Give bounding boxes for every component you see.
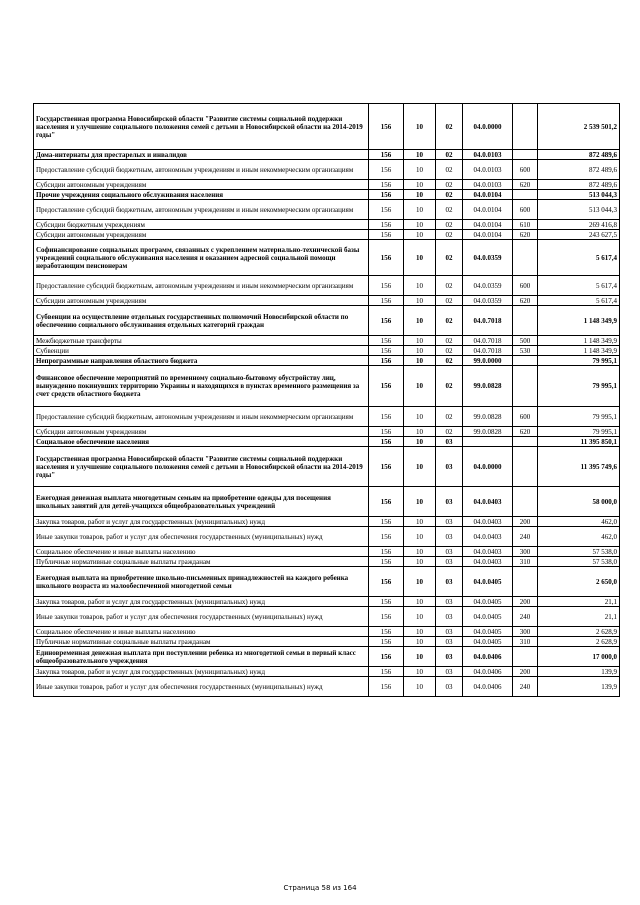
cell-adm: 156 <box>369 306 404 336</box>
budget-table-body <box>34 104 620 697</box>
cell-pr: 03 <box>436 487 463 517</box>
cell-vr: 240 <box>513 527 538 547</box>
cell-name: Ежегодная выплата на приобретение школьно-письменных принадлежностей на каждого ребенка школьного возраста из малообеспеченной многодетной семьи <box>34 567 369 597</box>
table-row <box>34 677 620 697</box>
table-row <box>34 627 620 637</box>
cell-name: Государственная программа Новосибирской области "Развитие системы социальной поддержки населения и улучшение социального положения семей с детьми в Новосибирской области на 2014-2019 годы" <box>34 447 369 487</box>
cell-pr: 03 <box>436 627 463 637</box>
cell-rz: 10 <box>404 437 436 447</box>
cell-vr: 610 <box>513 220 538 230</box>
cell-adm: 156 <box>369 487 404 517</box>
cell-sum: 11 395 850,1 <box>538 437 620 447</box>
cell-name: Дома-интернаты для престарелых и инвалидов <box>34 150 369 160</box>
cell-name: Непрограммные направления областного бюджета <box>34 356 369 366</box>
cell-csr: 04.0.0405 <box>463 627 513 637</box>
cell-adm: 156 <box>369 230 404 240</box>
cell-adm: 156 <box>369 356 404 366</box>
cell-rz: 10 <box>404 527 436 547</box>
cell-csr: 04.0.0103 <box>463 150 513 160</box>
cell-name: Межбюджетные трансферты <box>34 336 369 346</box>
table-row <box>34 366 620 407</box>
cell-pr: 03 <box>436 527 463 547</box>
cell-pr: 02 <box>436 230 463 240</box>
cell-csr: 04.0.0359 <box>463 240 513 276</box>
cell-adm: 156 <box>369 190 404 200</box>
cell-vr <box>513 190 538 200</box>
cell-rz: 10 <box>404 150 436 160</box>
cell-sum: 462,0 <box>538 527 620 547</box>
cell-adm: 156 <box>369 437 404 447</box>
cell-name: Предоставление субсидий бюджетным, автономным учреждениям и иным некоммерческим организациям <box>34 276 369 296</box>
cell-adm: 156 <box>369 557 404 567</box>
cell-vr: 200 <box>513 667 538 677</box>
cell-vr <box>513 487 538 517</box>
cell-vr: 600 <box>513 276 538 296</box>
cell-pr: 02 <box>436 306 463 336</box>
cell-vr: 600 <box>513 200 538 220</box>
table-row <box>34 150 620 160</box>
cell-name: Субвенции <box>34 346 369 356</box>
cell-name: Закупка товаров, работ и услуг для государственных (муниципальных) нужд <box>34 597 369 607</box>
cell-adm: 156 <box>369 517 404 527</box>
cell-name: Прочие учреждения социального обслуживания населения <box>34 190 369 200</box>
cell-pr: 03 <box>436 607 463 627</box>
cell-name: Иные закупки товаров, работ и услуг для обеспечения государственных (муниципальных) нужд <box>34 527 369 547</box>
cell-vr <box>513 366 538 407</box>
cell-name: Предоставление субсидий бюджетным, автономным учреждениям и иным некоммерческим организациям <box>34 200 369 220</box>
cell-csr: 04.0.0000 <box>463 104 513 150</box>
cell-sum: 11 395 749,6 <box>538 447 620 487</box>
cell-csr: 99.0.0828 <box>463 366 513 407</box>
cell-csr: 04.0.0406 <box>463 667 513 677</box>
cell-adm: 156 <box>369 647 404 667</box>
cell-name: Финансовое обеспечение мероприятий по временному социально-бытовому обустройству лиц, вынужденно покинувших территорию Украины и находящихся в пунктах временного размещения за счет средств областного бюджета <box>34 366 369 407</box>
cell-rz: 10 <box>404 567 436 597</box>
table-row <box>34 160 620 180</box>
cell-name: Субвенции на осуществление отдельных государственных полномочий Новосибирской области по обеспечению социального обслуживания отдельных категорий граждан <box>34 306 369 336</box>
cell-pr: 02 <box>436 366 463 407</box>
cell-sum: 5 617,4 <box>538 276 620 296</box>
cell-csr: 99.0.0000 <box>463 356 513 366</box>
cell-pr: 02 <box>436 240 463 276</box>
cell-pr: 03 <box>436 637 463 647</box>
cell-vr <box>513 104 538 150</box>
cell-vr <box>513 447 538 487</box>
cell-name: Социальное обеспечение и иные выплаты населению <box>34 547 369 557</box>
cell-sum: 243 627,5 <box>538 230 620 240</box>
table-row <box>34 427 620 437</box>
cell-pr: 02 <box>436 160 463 180</box>
table-row <box>34 647 620 667</box>
cell-sum: 872 489,6 <box>538 150 620 160</box>
cell-rz: 10 <box>404 557 436 567</box>
cell-rz: 10 <box>404 517 436 527</box>
cell-sum: 57 538,0 <box>538 557 620 567</box>
cell-pr: 03 <box>436 597 463 607</box>
cell-vr <box>513 240 538 276</box>
cell-name: Ежегодная денежная выплата многодетным семьям на приобретение одежды для посещения школьных занятий для детей-учащихся общеобразовательных учреждений <box>34 487 369 517</box>
cell-name: Публичные нормативные социальные выплаты гражданам <box>34 557 369 567</box>
cell-csr: 04.0.0406 <box>463 677 513 697</box>
cell-adm: 156 <box>369 346 404 356</box>
cell-adm: 156 <box>369 567 404 597</box>
cell-pr: 03 <box>436 567 463 597</box>
cell-pr: 02 <box>436 276 463 296</box>
table-row <box>34 276 620 296</box>
cell-rz: 10 <box>404 597 436 607</box>
cell-pr: 02 <box>436 356 463 366</box>
cell-rz: 10 <box>404 336 436 346</box>
cell-name: Субсидии автономным учреждениям <box>34 427 369 437</box>
table-row <box>34 230 620 240</box>
cell-sum: 2 628,9 <box>538 627 620 637</box>
cell-sum: 21,1 <box>538 597 620 607</box>
cell-name: Социальное обеспечение и иные выплаты населению <box>34 627 369 637</box>
cell-sum: 872 489,6 <box>538 160 620 180</box>
cell-csr: 04.0.7018 <box>463 346 513 356</box>
cell-vr: 240 <box>513 677 538 697</box>
cell-adm: 156 <box>369 667 404 677</box>
cell-rz: 10 <box>404 180 436 190</box>
table-row <box>34 447 620 487</box>
cell-rz: 10 <box>404 306 436 336</box>
cell-vr: 500 <box>513 336 538 346</box>
cell-csr: 04.0.0000 <box>463 447 513 487</box>
cell-rz: 10 <box>404 677 436 697</box>
cell-vr: 200 <box>513 597 538 607</box>
cell-adm: 156 <box>369 527 404 547</box>
cell-sum: 269 416,8 <box>538 220 620 230</box>
cell-sum: 79 995,1 <box>538 356 620 366</box>
cell-csr: 04.0.0104 <box>463 200 513 220</box>
page-footer: Страница 58 из 164 <box>283 884 357 892</box>
table-row <box>34 567 620 597</box>
budget-table <box>33 103 620 697</box>
cell-vr: 600 <box>513 407 538 427</box>
table-row <box>34 437 620 447</box>
cell-pr: 02 <box>436 346 463 356</box>
cell-adm: 156 <box>369 677 404 697</box>
cell-pr: 03 <box>436 647 463 667</box>
cell-name: Публичные нормативные социальные выплаты гражданам <box>34 637 369 647</box>
cell-rz: 10 <box>404 647 436 667</box>
table-row <box>34 296 620 306</box>
table-row <box>34 240 620 276</box>
cell-csr: 04.0.0405 <box>463 637 513 647</box>
cell-pr: 02 <box>436 407 463 427</box>
table-row <box>34 346 620 356</box>
table-row <box>34 180 620 190</box>
table-row <box>34 487 620 517</box>
cell-rz: 10 <box>404 366 436 407</box>
cell-csr: 04.0.7018 <box>463 336 513 346</box>
cell-vr <box>513 437 538 447</box>
cell-name: Субсидии автономным учреждениям <box>34 296 369 306</box>
cell-rz: 10 <box>404 627 436 637</box>
cell-csr: 04.0.0405 <box>463 567 513 597</box>
cell-vr <box>513 567 538 597</box>
cell-vr <box>513 150 538 160</box>
cell-adm: 156 <box>369 407 404 427</box>
table-row <box>34 104 620 150</box>
cell-rz: 10 <box>404 356 436 366</box>
cell-sum: 872 489,6 <box>538 180 620 190</box>
table-row <box>34 637 620 647</box>
cell-csr: 04.0.0104 <box>463 230 513 240</box>
cell-vr: 300 <box>513 627 538 637</box>
cell-rz: 10 <box>404 160 436 180</box>
cell-sum: 139,9 <box>538 677 620 697</box>
cell-csr: 04.0.0103 <box>463 180 513 190</box>
cell-sum: 513 044,3 <box>538 200 620 220</box>
cell-adm: 156 <box>369 240 404 276</box>
cell-adm: 156 <box>369 150 404 160</box>
table-row <box>34 517 620 527</box>
cell-rz: 10 <box>404 667 436 677</box>
cell-sum: 21,1 <box>538 607 620 627</box>
cell-name: Субсидии автономным учреждениям <box>34 180 369 190</box>
cell-name: Единовременная денежная выплата при поступлении ребенка из многодетной семьи в первый класс общеобразовательного учреждения <box>34 647 369 667</box>
cell-csr: 04.0.0403 <box>463 517 513 527</box>
cell-pr: 02 <box>436 200 463 220</box>
cell-pr: 02 <box>436 427 463 437</box>
cell-pr: 02 <box>436 296 463 306</box>
cell-rz: 10 <box>404 230 436 240</box>
cell-csr: 04.0.0359 <box>463 296 513 306</box>
cell-vr: 620 <box>513 296 538 306</box>
cell-vr: 620 <box>513 427 538 437</box>
cell-adm: 156 <box>369 427 404 437</box>
table-row <box>34 557 620 567</box>
table-row <box>34 336 620 346</box>
cell-pr: 02 <box>436 336 463 346</box>
cell-sum: 5 617,4 <box>538 296 620 306</box>
cell-adm: 156 <box>369 637 404 647</box>
cell-sum: 1 148 349,9 <box>538 306 620 336</box>
cell-vr: 310 <box>513 557 538 567</box>
cell-name: Субсидии бюджетным учреждениям <box>34 220 369 230</box>
table-row <box>34 200 620 220</box>
cell-rz: 10 <box>404 447 436 487</box>
cell-sum: 2 539 501,2 <box>538 104 620 150</box>
cell-sum: 17 000,0 <box>538 647 620 667</box>
cell-sum: 462,0 <box>538 517 620 527</box>
cell-name: Субсидии автономным учреждениям <box>34 230 369 240</box>
cell-csr: 04.0.0403 <box>463 487 513 517</box>
cell-pr: 02 <box>436 220 463 230</box>
cell-vr: 240 <box>513 607 538 627</box>
table-row <box>34 407 620 427</box>
cell-name: Закупка товаров, работ и услуг для государственных (муниципальных) нужд <box>34 667 369 677</box>
cell-csr <box>463 437 513 447</box>
cell-vr: 620 <box>513 180 538 190</box>
cell-rz: 10 <box>404 407 436 427</box>
table-row <box>34 597 620 607</box>
cell-adm: 156 <box>369 597 404 607</box>
cell-pr: 02 <box>436 180 463 190</box>
cell-vr: 600 <box>513 160 538 180</box>
cell-name: Закупка товаров, работ и услуг для государственных (муниципальных) нужд <box>34 517 369 527</box>
cell-sum: 79 995,1 <box>538 427 620 437</box>
cell-adm: 156 <box>369 200 404 220</box>
cell-rz: 10 <box>404 190 436 200</box>
cell-sum: 58 000,0 <box>538 487 620 517</box>
cell-pr: 02 <box>436 104 463 150</box>
cell-csr: 04.0.0406 <box>463 647 513 667</box>
cell-sum: 1 148 349,9 <box>538 346 620 356</box>
cell-vr <box>513 647 538 667</box>
table-row <box>34 547 620 557</box>
cell-adm: 156 <box>369 296 404 306</box>
table-row <box>34 220 620 230</box>
cell-csr: 99.0.0828 <box>463 407 513 427</box>
table-row <box>34 607 620 627</box>
cell-adm: 156 <box>369 627 404 637</box>
cell-adm: 156 <box>369 160 404 180</box>
cell-vr: 620 <box>513 230 538 240</box>
cell-csr: 99.0.0828 <box>463 427 513 437</box>
cell-csr: 04.0.0403 <box>463 527 513 547</box>
cell-pr: 03 <box>436 557 463 567</box>
cell-rz: 10 <box>404 547 436 557</box>
cell-csr: 04.0.0405 <box>463 607 513 627</box>
table-row <box>34 527 620 547</box>
cell-sum: 2 628,9 <box>538 637 620 647</box>
cell-pr: 02 <box>436 190 463 200</box>
cell-csr: 04.0.7018 <box>463 306 513 336</box>
cell-name: Социальное обеспечение населения <box>34 437 369 447</box>
cell-pr: 03 <box>436 447 463 487</box>
cell-name: Предоставление субсидий бюджетным, автономным учреждениям и иным некоммерческим организациям <box>34 407 369 427</box>
cell-sum: 139,9 <box>538 667 620 677</box>
cell-pr: 03 <box>436 517 463 527</box>
cell-adm: 156 <box>369 547 404 557</box>
cell-rz: 10 <box>404 220 436 230</box>
cell-sum: 57 538,0 <box>538 547 620 557</box>
cell-rz: 10 <box>404 200 436 220</box>
cell-rz: 10 <box>404 607 436 627</box>
cell-vr: 530 <box>513 346 538 356</box>
cell-csr: 04.0.0104 <box>463 220 513 230</box>
cell-adm: 156 <box>369 366 404 407</box>
cell-rz: 10 <box>404 487 436 517</box>
cell-vr <box>513 356 538 366</box>
cell-csr: 04.0.0359 <box>463 276 513 296</box>
cell-vr: 200 <box>513 517 538 527</box>
cell-sum: 513 044,3 <box>538 190 620 200</box>
table-row <box>34 306 620 336</box>
table-row <box>34 190 620 200</box>
cell-csr: 04.0.0103 <box>463 160 513 180</box>
cell-csr: 04.0.0403 <box>463 547 513 557</box>
cell-sum: 79 995,1 <box>538 366 620 407</box>
cell-adm: 156 <box>369 607 404 627</box>
cell-vr: 300 <box>513 547 538 557</box>
cell-vr <box>513 306 538 336</box>
cell-adm: 156 <box>369 104 404 150</box>
table-row <box>34 356 620 366</box>
cell-name: Иные закупки товаров, работ и услуг для обеспечения государственных (муниципальных) нужд <box>34 607 369 627</box>
cell-name: Предоставление субсидий бюджетным, автономным учреждениям и иным некоммерческим организациям <box>34 160 369 180</box>
cell-name: Софинансирование социальных программ, связанных с укреплением материально-технической базы учреждений социального обслуживания населения и оказанием адресной социальной помощи неработающим пенсионерам <box>34 240 369 276</box>
cell-pr: 03 <box>436 667 463 677</box>
cell-pr: 03 <box>436 677 463 697</box>
cell-adm: 156 <box>369 336 404 346</box>
cell-adm: 156 <box>369 180 404 190</box>
cell-pr: 03 <box>436 547 463 557</box>
cell-adm: 156 <box>369 276 404 296</box>
cell-csr: 04.0.0405 <box>463 597 513 607</box>
cell-sum: 2 650,0 <box>538 567 620 597</box>
cell-rz: 10 <box>404 346 436 356</box>
cell-csr: 04.0.0403 <box>463 557 513 567</box>
cell-sum: 79 995,1 <box>538 407 620 427</box>
cell-rz: 10 <box>404 637 436 647</box>
cell-rz: 10 <box>404 240 436 276</box>
cell-rz: 10 <box>404 296 436 306</box>
cell-csr: 04.0.0104 <box>463 190 513 200</box>
cell-name: Государственная программа Новосибирской области "Развитие системы социальной поддержки населения и улучшение социального положения семей с детьми в Новосибирской области на 2014-2019 годы" <box>34 104 369 150</box>
cell-pr: 02 <box>436 150 463 160</box>
cell-rz: 10 <box>404 427 436 437</box>
cell-rz: 10 <box>404 276 436 296</box>
cell-name: Иные закупки товаров, работ и услуг для обеспечения государственных (муниципальных) нужд <box>34 677 369 697</box>
cell-sum: 1 148 349,9 <box>538 336 620 346</box>
cell-sum: 5 617,4 <box>538 240 620 276</box>
cell-rz: 10 <box>404 104 436 150</box>
cell-adm: 156 <box>369 447 404 487</box>
table-row <box>34 667 620 677</box>
cell-vr: 310 <box>513 637 538 647</box>
cell-pr: 03 <box>436 437 463 447</box>
cell-adm: 156 <box>369 220 404 230</box>
